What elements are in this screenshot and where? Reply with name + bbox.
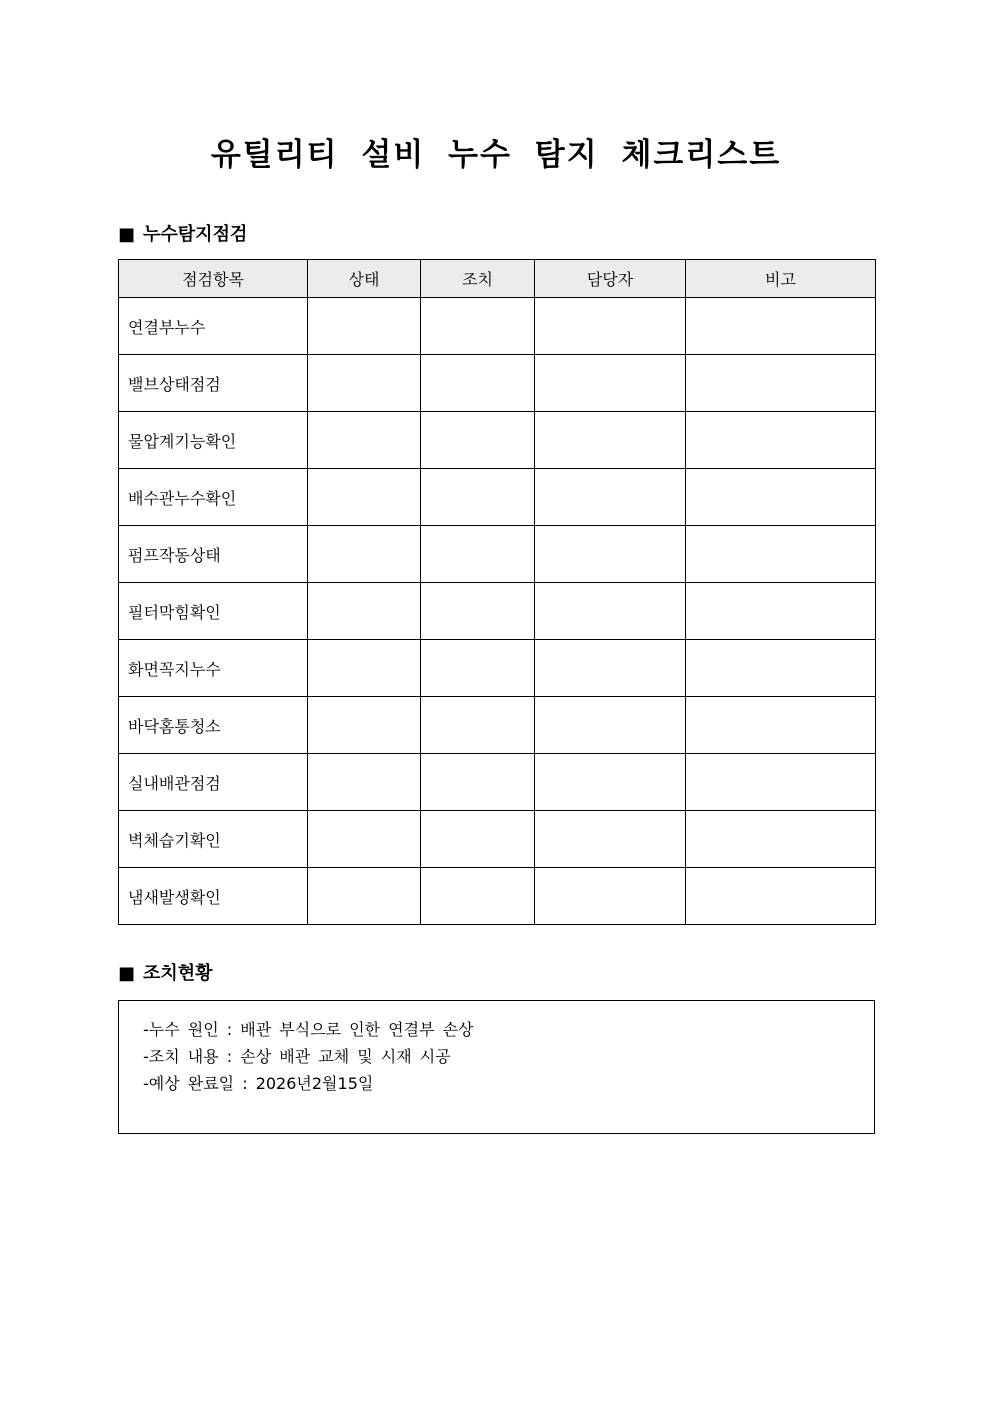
section-heading-label: 누수탐지점검 <box>143 224 248 245</box>
column-header-owner: 담당자 <box>535 260 686 298</box>
status-cell[interactable] <box>308 868 421 925</box>
owner-cell[interactable] <box>535 583 686 640</box>
status-cell[interactable] <box>308 697 421 754</box>
action-cell[interactable] <box>421 811 535 868</box>
section-heading-label: 조치현황 <box>143 963 213 984</box>
item-name-cell: 연결부누수 <box>119 298 308 355</box>
document-title: 유틸리티 설비 누수 탐지 체크리스트 <box>210 137 782 173</box>
note-cell[interactable] <box>686 355 876 412</box>
square-bullet-icon: ■ <box>118 224 136 245</box>
action-cell[interactable] <box>421 298 535 355</box>
owner-cell[interactable] <box>535 697 686 754</box>
table-row <box>119 583 876 640</box>
table-row <box>119 868 876 925</box>
action-cell[interactable] <box>421 469 535 526</box>
table-row <box>119 526 876 583</box>
note-cell[interactable] <box>686 811 876 868</box>
action-cell[interactable] <box>421 526 535 583</box>
table-row <box>119 298 876 355</box>
item-name-cell: 냄새발생확인 <box>119 868 308 925</box>
square-bullet-icon: ■ <box>118 963 136 984</box>
owner-cell[interactable] <box>535 298 686 355</box>
status-cell[interactable] <box>308 412 421 469</box>
action-cell[interactable] <box>421 868 535 925</box>
note-cell[interactable] <box>686 868 876 925</box>
owner-cell[interactable] <box>535 811 686 868</box>
owner-cell[interactable] <box>535 868 686 925</box>
owner-cell[interactable] <box>535 526 686 583</box>
section-heading-leak-inspection <box>118 223 247 247</box>
action-cell[interactable] <box>421 583 535 640</box>
item-name-cell: 밸브상태점검 <box>119 355 308 412</box>
item-name-cell: 화면꼭지누수 <box>119 640 308 697</box>
status-cell[interactable] <box>308 583 421 640</box>
note-cell[interactable] <box>686 583 876 640</box>
status-cell[interactable] <box>308 355 421 412</box>
section-heading-action-status <box>118 962 213 986</box>
action-cell[interactable] <box>421 640 535 697</box>
action-cell[interactable] <box>421 697 535 754</box>
action-cell[interactable] <box>421 355 535 412</box>
status-cell[interactable] <box>308 469 421 526</box>
status-cell[interactable] <box>308 811 421 868</box>
status-cell[interactable] <box>308 640 421 697</box>
item-name-cell: 실내배관점검 <box>119 754 308 811</box>
action-cell[interactable] <box>421 412 535 469</box>
item-name-cell: 물압계기능확인 <box>119 412 308 469</box>
note-cell[interactable] <box>686 526 876 583</box>
inspection-checklist-table <box>118 259 876 925</box>
item-name-cell: 바닥홈통청소 <box>119 697 308 754</box>
leak-cause-line: -누수 원인 : 배관 부식으로 인한 연결부 손상 <box>143 1020 474 1039</box>
action-status-box <box>118 1000 875 1134</box>
table-row <box>119 697 876 754</box>
table-row <box>119 754 876 811</box>
owner-cell[interactable] <box>535 640 686 697</box>
item-name-cell: 배수관누수확인 <box>119 469 308 526</box>
owner-cell[interactable] <box>535 412 686 469</box>
status-cell[interactable] <box>308 298 421 355</box>
expected-completion-line: -예상 완료일 : 2026년2월15일 <box>143 1074 374 1093</box>
table-row <box>119 469 876 526</box>
column-header-status: 상태 <box>308 260 421 298</box>
action-detail-line: -조치 내용 : 손상 배관 교체 및 시재 시공 <box>143 1047 451 1066</box>
action-cell[interactable] <box>421 754 535 811</box>
table-row <box>119 811 876 868</box>
note-cell[interactable] <box>686 754 876 811</box>
item-name-cell: 벽체습기확인 <box>119 811 308 868</box>
status-cell[interactable] <box>308 526 421 583</box>
column-header-note: 비고 <box>686 260 876 298</box>
table-row <box>119 412 876 469</box>
column-header-action: 조치 <box>421 260 535 298</box>
owner-cell[interactable] <box>535 469 686 526</box>
note-cell[interactable] <box>686 697 876 754</box>
table-row <box>119 355 876 412</box>
note-cell[interactable] <box>686 298 876 355</box>
table-header-row <box>119 260 876 298</box>
item-name-cell: 펌프작동상태 <box>119 526 308 583</box>
item-name-cell: 필터막힘확인 <box>119 583 308 640</box>
table-row <box>119 640 876 697</box>
note-cell[interactable] <box>686 469 876 526</box>
note-cell[interactable] <box>686 640 876 697</box>
column-header-item: 점검항목 <box>119 260 308 298</box>
note-cell[interactable] <box>686 412 876 469</box>
status-cell[interactable] <box>308 754 421 811</box>
owner-cell[interactable] <box>535 754 686 811</box>
owner-cell[interactable] <box>535 355 686 412</box>
